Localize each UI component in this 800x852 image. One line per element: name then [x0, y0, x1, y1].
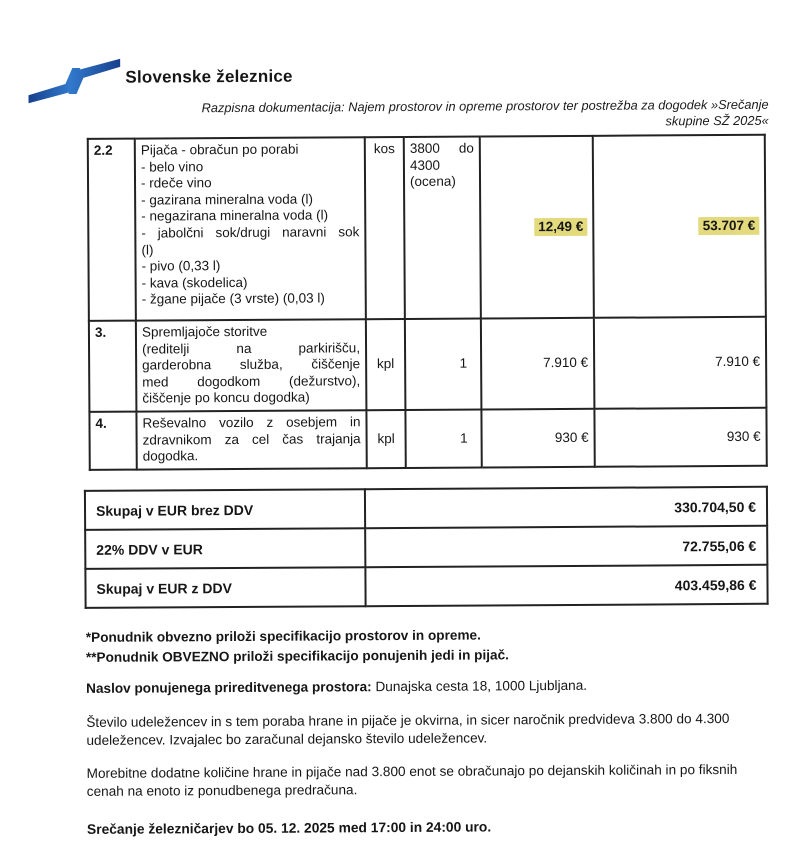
document-subtitle-line1: Razpisna dokumentacija: Najem prostorov in opreme prostorov ter postrežba za dogodek »Srečanje [201, 96, 769, 116]
description-line: Reševalno vozilo z osebjem in [142, 414, 361, 431]
extra-quantities-paragraph: Morebitne dodatne količine hrane in pijače nad 3.800 enot se obračunajo po dejanskih količinah in po fiksnih cenah na enoto iz ponudbenega predračuna. [86, 761, 738, 799]
quantity-line: (ocena) [409, 173, 456, 190]
row-description [135, 137, 366, 320]
description-line: (reditelji na parkirišču, [141, 339, 361, 357]
unit-price-cell [480, 136, 594, 319]
description-line: Pijača - obračun po porabi [140, 141, 299, 158]
summary-label: Skupaj v EUR brez DDV [85, 489, 365, 530]
description-line: garderobna služba, čiščenje [142, 356, 361, 373]
description-line: - negazirana mineralna voda (l) [141, 207, 329, 224]
summary-row-gross [85, 565, 767, 608]
event-date-line: Srečanje železničarjev bo 05. 12. 2025 med 17:00 in 24:00 uro. [86, 819, 492, 837]
description-line: med dogodkom (dežurstvo), [142, 373, 361, 390]
quantity-line: 4300 [409, 157, 441, 173]
description-line: dogodka. [142, 448, 199, 464]
quantity-cell: 1 [405, 319, 482, 410]
description-line: - kava (skodelica) [141, 274, 248, 291]
summary-row-vat [85, 526, 767, 569]
summary-row-net [85, 487, 767, 530]
document-subtitle-line2: skupine SŽ 2025« [665, 112, 769, 129]
summary-value: 403.459,86 € [365, 565, 767, 606]
quantity-line: 3800 do [409, 140, 474, 156]
row-number: 4. [89, 412, 136, 470]
description-line: - belo vino [140, 158, 204, 175]
total-cell [593, 135, 766, 318]
description-line: (l) [141, 242, 154, 258]
highlighted-unit-price: 12,49 € [534, 218, 587, 237]
pricing-row-4 [89, 408, 766, 470]
slovenske-zeleznice-logo-icon [28, 58, 120, 105]
description-line: - žgane pijače (3 vrste) (0,03 l) [141, 290, 325, 307]
summary-label: Skupaj v EUR z DDV [85, 567, 365, 608]
venue-value: Dunajska cesta 18, 1000 Ljubljana. [371, 677, 588, 695]
description-line: čiščenje po koncu dogodka) [142, 389, 310, 406]
brand-name: Slovenske železnice [125, 66, 293, 87]
row-description [136, 319, 367, 411]
quantity-cell [404, 137, 481, 319]
unit-cell: kos [365, 137, 405, 319]
description-line: - jabolčni sok/drugi naravni sok [141, 224, 360, 241]
row-description [136, 410, 366, 469]
summary-value: 330.704,50 € [365, 487, 767, 528]
unit-cell: kpl [366, 319, 406, 410]
highlighted-total: 53.707 € [699, 217, 760, 236]
description-line: Spremljajoče storitve [141, 323, 268, 340]
pricing-row-3 [89, 317, 767, 412]
pricing-table [87, 134, 768, 471]
document-subtitle [109, 97, 769, 133]
summary-value: 72.755,06 € [365, 526, 767, 567]
row-number: 3. [89, 321, 137, 412]
description-line: - pivo (0,33 l) [141, 258, 221, 274]
total-cell: 930 € [594, 408, 766, 467]
unit-cell: kpl [366, 410, 405, 468]
footnote-2: **Ponudnik OBVEZNO priloži specifikacijo ponujenih jedi in pijač. [85, 646, 509, 665]
venue-label: Naslov ponujenega prireditvenega prostora: [86, 679, 372, 696]
participants-paragraph: Število udeležencev in s tem poraba hrane in pijače je okvirna, in sicer naročnik predvideva 3.800 do 4.300 udeležencev. Izvajalec bo zaračunal dejansko število udeležencev. [86, 710, 730, 748]
footnotes [86, 625, 509, 667]
total-cell: 7.910 € [594, 317, 767, 409]
description-line: - gazirana mineralna voda (l) [141, 191, 314, 208]
description-line: - rdeče vino [140, 175, 212, 191]
footnote-1: *Ponudnik obvezno priloži specifikacijo prostorov in opreme. [85, 627, 481, 645]
summary-label: 22% DDV v EUR [85, 528, 365, 569]
summary-table [84, 486, 769, 609]
unit-price-cell: 930 € [481, 409, 594, 467]
description-line: zdravnikom za cel čas trajanja [142, 430, 361, 448]
venue-address-line [86, 678, 587, 696]
quantity-cell: 1 [405, 409, 481, 467]
unit-price-cell: 7.910 € [481, 318, 595, 410]
pricing-row-2-2 [88, 135, 766, 321]
row-number: 2.2 [88, 139, 136, 321]
